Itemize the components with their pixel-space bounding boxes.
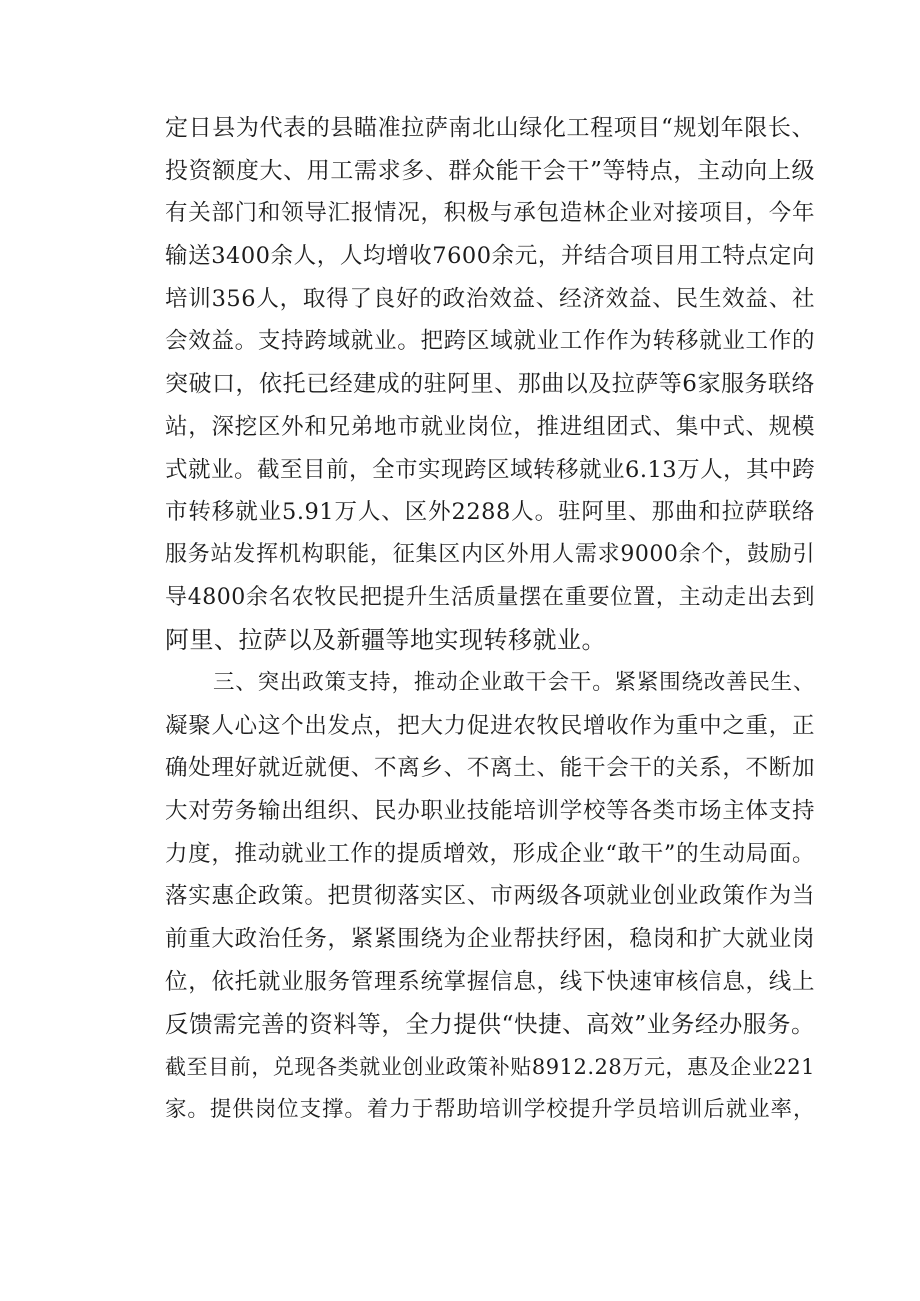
text-line-21: 位，依托就业服务管理系统掌握信息，线下快速审核信息，线上 [165,968,815,995]
text-line-13: 阿里、拉萨以及新疆等地实现转移就业。 [165,626,606,655]
text-line-24: 家。提供岗位支撑。着力于帮助培训学校提升学员培训后就业率， [165,1096,815,1122]
text-line-18: 力度，推动就业工作的提质增效，形成企业“敢干”的生动局面。 [165,840,815,867]
text-line-4: 输送3400余人，人均增收7600余元，并结合项目用工特点定向 [165,243,815,270]
text-line-9: 式就业。截至目前，全市实现跨区域转移就业6.13万人，其中跨 [165,456,816,483]
text-line-11: 服务站发挥机构职能，征集区内区外用人需求9000余个，鼓励引 [165,541,815,567]
text-line-6: 会效益。支持跨域就业。把跨区域就业工作作为转移就业工作的 [165,328,815,355]
text-line-20: 前重大政治任务，紧紧围绕为企业帮扶纾困，稳岗和扩大就业岗 [165,926,815,953]
text-line-10: 市转移就业5.91万人、区外2288人。驻阿里、那曲和拉萨联络 [165,499,815,526]
section-heading-line: 三、突出政策支持，推动企业敢干会干。紧紧围绕改善民生、 [213,669,815,695]
text-line-17: 大对劳务输出组织、民办职业技能培训学校等各类市场主体支持 [165,798,815,824]
text-line-7: 突破口，依托已经建成的驻阿里、那曲以及拉萨等6家服务联络 [165,371,815,398]
text-line-16: 确处理好就近就便、不离乡、不离土、能干会干的关系，不断加 [165,755,815,782]
body-text [165,107,815,1132]
text-line-5: 培训356人，取得了良好的政治效益、经济效益、民生效益、社 [165,285,815,312]
text-line-23: 截至目前，兑现各类就业创业政策补贴8912.28万元，惠及企业221 [165,1055,815,1080]
text-line-22: 反馈需完善的资料等，全力提供“快捷、高效”业务经办服务。 [165,1010,815,1039]
text-line-1: 定日县为代表的县瞄准拉萨南北山绿化工程项目“规划年限长、 [165,115,815,141]
text-line-3: 有关部门和领导汇报情况，积极与承包造林企业对接项目，今年 [165,200,815,227]
text-line-12: 导4800余名农牧民把提升生活质量摆在重要位置，主动走出去到 [165,584,815,610]
text-line-8: 站，深挖区外和兄弟地市就业岗位，推进组团式、集中式、规模 [165,413,815,440]
text-line-15: 凝聚人心这个出发点，把大力促进农牧民增收作为重中之重，正 [165,712,815,739]
text-line-19: 落实惠企政策。把贯彻落实区、市两级各项就业创业政策作为当 [165,883,815,910]
text-line-2: 投资额度大、用工需求多、群众能干会干”等特点，主动向上级 [165,157,815,184]
